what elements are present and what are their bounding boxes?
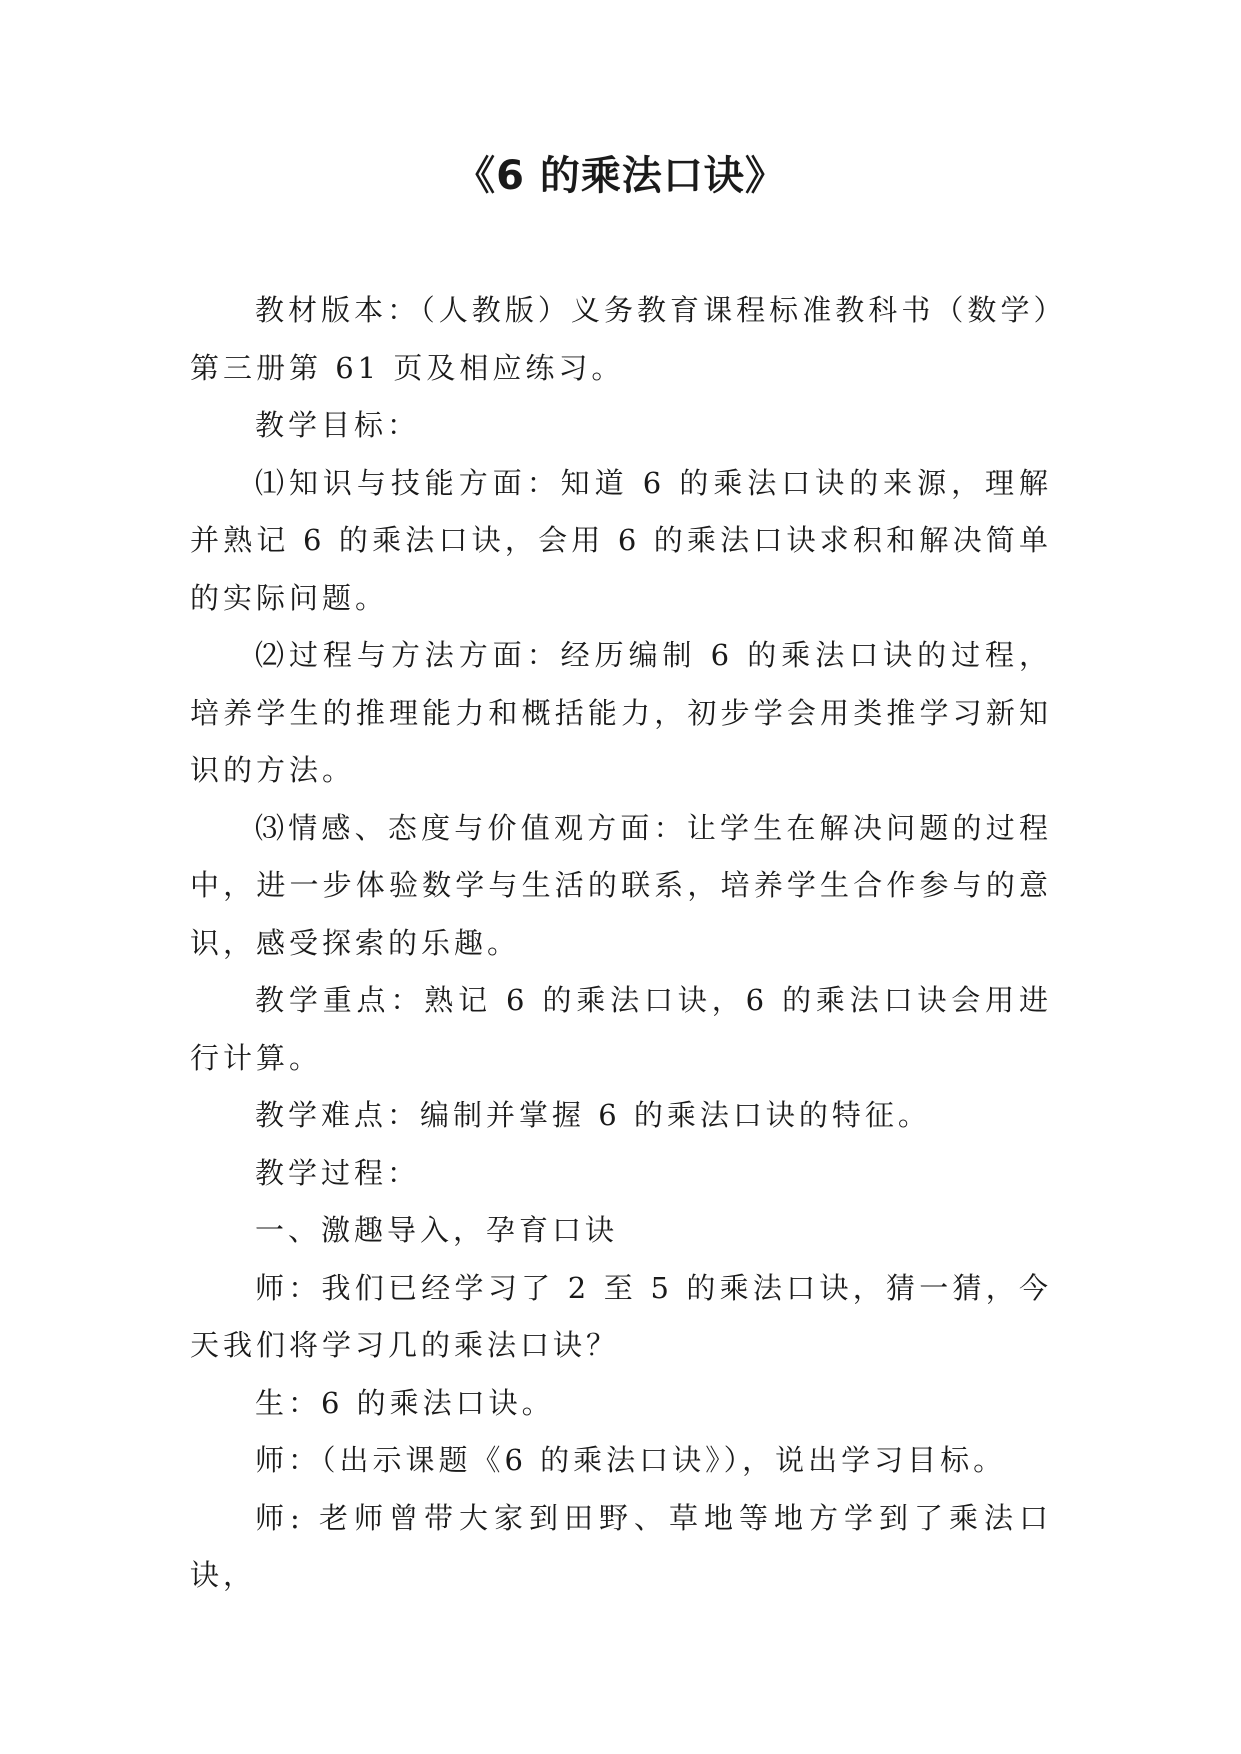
- paragraph-section-one: 一、激趣导入，孕育口诀: [255, 1213, 619, 1247]
- paragraph-teacher-topic: 师：（出示课题《6 的乘法口诀》），说出学习目标。: [255, 1443, 1007, 1477]
- paragraph-teacher-recall: 师: 老师曾带大家到田野、草地等地方学到了乘法口诀，: [190, 1500, 1052, 1592]
- paragraph-process-heading: 教学过程：: [255, 1155, 421, 1190]
- paragraph-teacher-question: 师：我们已经学习了 2 至 5 的乘法口诀，猜一猜，今天我们将学习几的乘法口诀？: [190, 1270, 1052, 1362]
- paragraph-objective-knowledge: ⑴知识与技能方面：知道 6 的乘法口诀的来源，理解并熟记 6 的乘法口诀，会用 6 的乘法口诀求积和解决简单的实际问题。: [190, 465, 1052, 615]
- paragraph-textbook-version: 教材版本：（人教版）义务教育课程标准教科书（数学）第三册第 61 页及相应练习。: [190, 293, 1052, 385]
- document-body: [190, 282, 1052, 1605]
- paragraph-student-answer: 生：6 的乘法口诀。: [255, 1385, 555, 1420]
- paragraph-key-points: 教学重点：熟记 6 的乘法口诀，6 的乘法口诀会用进行计算。: [190, 983, 1052, 1075]
- paragraph-objective-process: ⑵过程与方法方面：经历编制 6 的乘法口诀的过程，培养学生的推理能力和概括能力，初步学会用类推学习新知识的方法。: [190, 638, 1052, 787]
- document-title: 《6 的乘法口诀》: [455, 153, 786, 199]
- paragraph-objective-emotion: ⑶情感、态度与价值观方面：让学生在解决问题的过程中，进一步体验数学与生活的联系，培养学生合作参与的意识，感受探索的乐趣。: [190, 810, 1052, 960]
- paragraph-difficulties: 教学难点：编制并掌握 6 的乘法口诀的特征。: [255, 1098, 931, 1132]
- paragraph-objectives-heading: 教学目标：: [255, 408, 421, 442]
